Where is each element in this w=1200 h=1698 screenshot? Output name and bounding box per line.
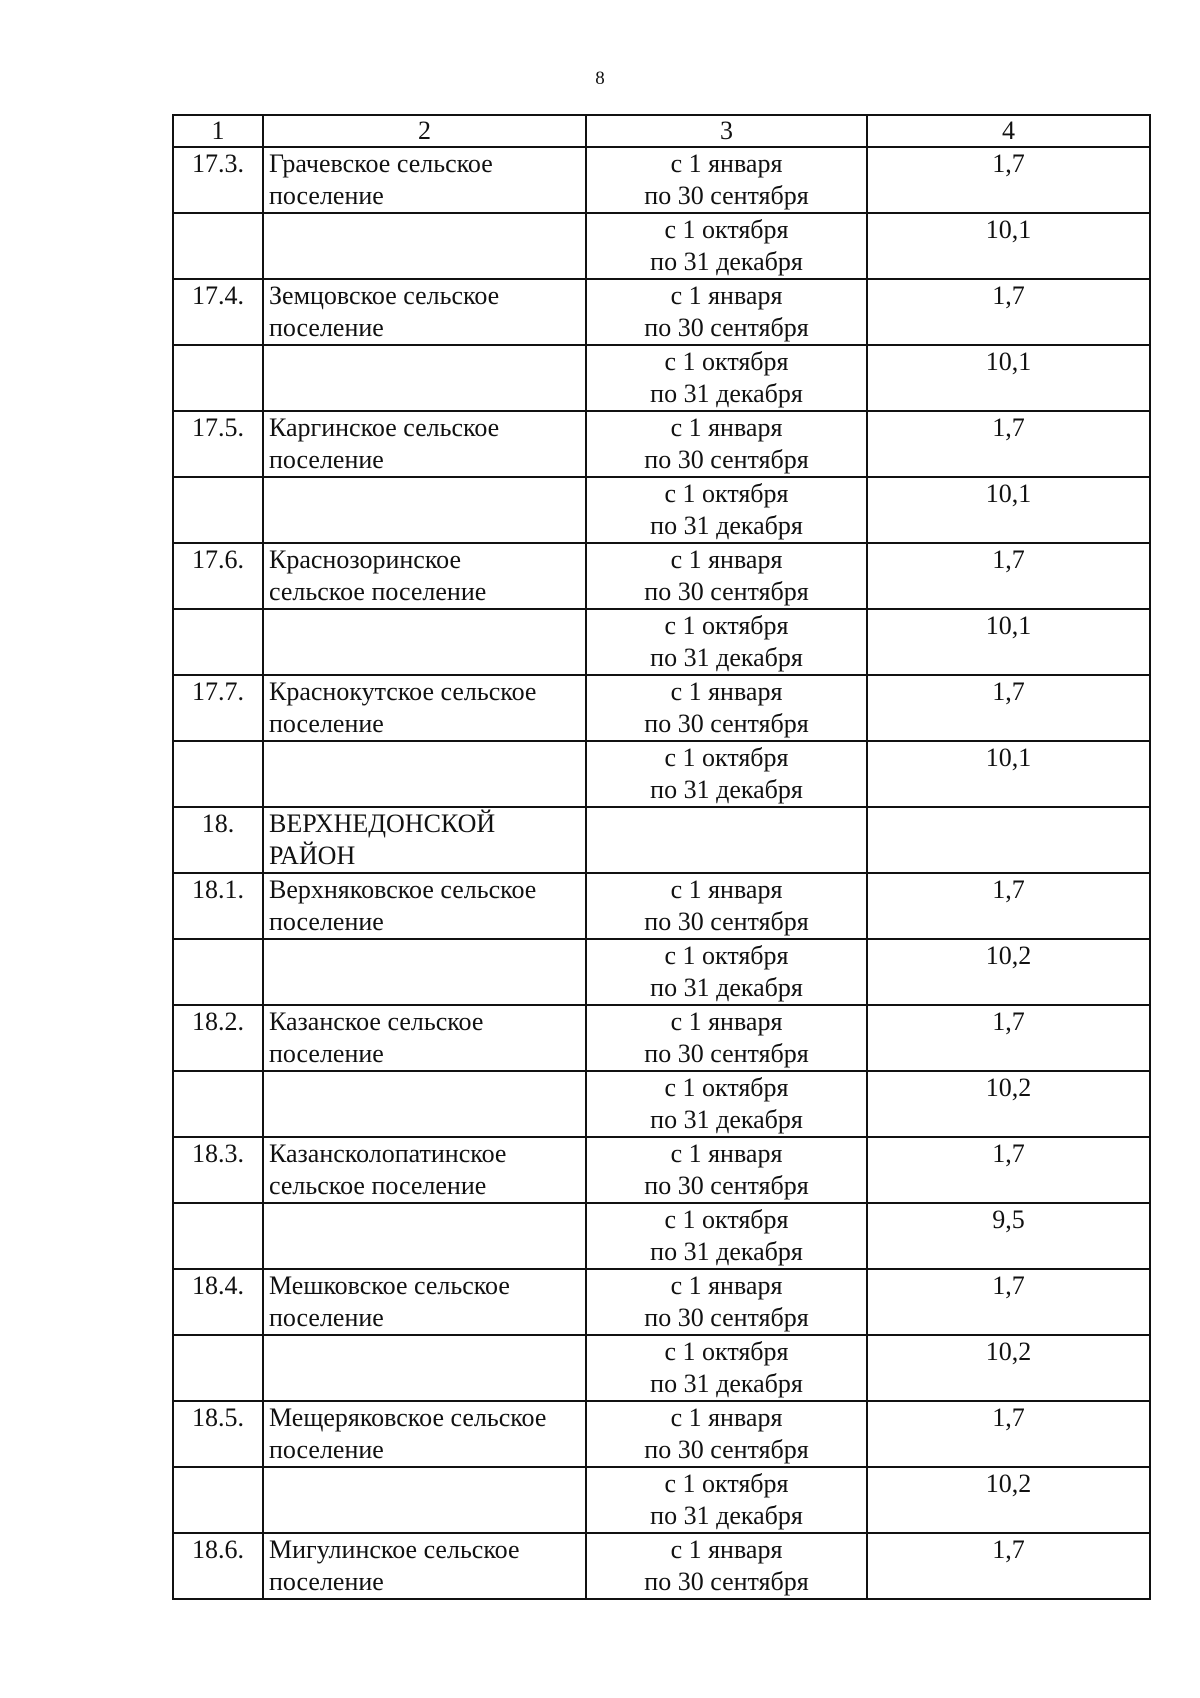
- settlement-name-line: Грачевское сельское: [269, 149, 493, 178]
- table-row: [173, 873, 1150, 939]
- period-start: с 1 января: [670, 1139, 783, 1168]
- settlement-name-line: Казансколопатинское: [269, 1139, 507, 1168]
- period: [586, 279, 867, 345]
- settlement-name: [263, 213, 586, 279]
- period-end: по 31 декабря: [650, 973, 803, 1002]
- row-number: [173, 345, 263, 411]
- period-end: по 30 сентября: [644, 1303, 809, 1332]
- period: [586, 147, 867, 213]
- rate-value: 10,1: [867, 609, 1150, 675]
- period: [586, 1467, 867, 1533]
- table-row: [173, 543, 1150, 609]
- header-col-4: 4: [867, 115, 1150, 147]
- period-start: с 1 октября: [664, 1469, 789, 1498]
- period: [586, 1269, 867, 1335]
- settlement-name: [263, 477, 586, 543]
- table-row: [173, 1137, 1150, 1203]
- period-end: по 30 сентября: [644, 1039, 809, 1068]
- row-number: 18.1.: [173, 873, 263, 939]
- period: [586, 1533, 867, 1599]
- rate-value: 1,7: [867, 1533, 1150, 1599]
- period: [586, 1071, 867, 1137]
- rate-value: 1,7: [867, 279, 1150, 345]
- period-end: по 30 сентября: [644, 181, 809, 210]
- table-header: [173, 115, 1150, 147]
- header-col-2: 2: [263, 115, 586, 147]
- header-col-3: 3: [586, 115, 867, 147]
- settlement-name-line: Каргинское сельское: [269, 413, 500, 442]
- row-number: [173, 741, 263, 807]
- period-end: по 31 декабря: [650, 1105, 803, 1134]
- settlement-name-line: Мигулинское сельское: [269, 1535, 520, 1564]
- rate-value: 10,1: [867, 477, 1150, 543]
- row-number: [173, 939, 263, 1005]
- period-start: с 1 января: [670, 875, 783, 904]
- table-row: [173, 609, 1150, 675]
- table-row: [173, 477, 1150, 543]
- rate-value: 10,2: [867, 1467, 1150, 1533]
- settlement-name-line: поселение: [269, 1435, 384, 1464]
- settlement-name-line: поселение: [269, 313, 384, 342]
- row-number: 18.3.: [173, 1137, 263, 1203]
- header-row: [173, 115, 1150, 147]
- rate-value: 10,1: [867, 345, 1150, 411]
- period-end: по 31 декабря: [650, 643, 803, 672]
- settlement-name: [263, 1005, 586, 1071]
- period-start: с 1 октября: [664, 479, 789, 508]
- period-start: с 1 января: [670, 1535, 783, 1564]
- rate-value: 10,2: [867, 1071, 1150, 1137]
- table-row: [173, 1533, 1150, 1599]
- settlement-name-line: поселение: [269, 1567, 384, 1596]
- settlement-name: [263, 1533, 586, 1599]
- row-number: 17.4.: [173, 279, 263, 345]
- table-row: [173, 147, 1150, 213]
- period-start: с 1 января: [670, 1403, 783, 1432]
- period-end: по 31 декабря: [650, 1237, 803, 1266]
- settlement-name: [263, 147, 586, 213]
- table-row: [173, 1071, 1150, 1137]
- period-start: с 1 января: [670, 1271, 783, 1300]
- row-number: 17.5.: [173, 411, 263, 477]
- period-start: с 1 января: [670, 1007, 783, 1036]
- table-row: [173, 279, 1150, 345]
- period-end: по 31 декабря: [650, 1369, 803, 1398]
- settlement-name-line: сельское поселение: [269, 577, 487, 606]
- settlement-name-line: Краснозоринское: [269, 545, 461, 574]
- period-end: по 31 декабря: [650, 511, 803, 540]
- period: [586, 213, 867, 279]
- period: [586, 411, 867, 477]
- period-end: по 31 декабря: [650, 1501, 803, 1530]
- period-start: с 1 января: [670, 149, 783, 178]
- row-number: [173, 1335, 263, 1401]
- period-end: по 31 декабря: [650, 379, 803, 408]
- period-end: по 30 сентября: [644, 445, 809, 474]
- period: [586, 1335, 867, 1401]
- tariff-table: [172, 114, 1151, 1600]
- settlement-name-line: Краснокутское сельское: [269, 677, 537, 706]
- period: [586, 1203, 867, 1269]
- settlement-name: [263, 939, 586, 1005]
- table-row: [173, 939, 1150, 1005]
- rate-value: 10,2: [867, 1335, 1150, 1401]
- table-row: [173, 741, 1150, 807]
- table-row: [173, 675, 1150, 741]
- row-number: [173, 1467, 263, 1533]
- settlement-name-line: РАЙОН: [269, 841, 356, 870]
- rate-value: 10,2: [867, 939, 1150, 1005]
- period-start: с 1 октября: [664, 1073, 789, 1102]
- settlement-name: [263, 609, 586, 675]
- settlement-name: [263, 1137, 586, 1203]
- period: [586, 1401, 867, 1467]
- row-number: 18.5.: [173, 1401, 263, 1467]
- rate-value: 1,7: [867, 1401, 1150, 1467]
- row-number: 17.6.: [173, 543, 263, 609]
- settlement-name: [263, 807, 586, 873]
- settlement-name-line: поселение: [269, 907, 384, 936]
- table-row: [173, 1467, 1150, 1533]
- period-end: по 30 сентября: [644, 907, 809, 936]
- period-start: с 1 января: [670, 413, 783, 442]
- settlement-name: [263, 345, 586, 411]
- period: [586, 477, 867, 543]
- rate-value: 10,1: [867, 741, 1150, 807]
- table-row: [173, 345, 1150, 411]
- settlement-name: [263, 741, 586, 807]
- period: [586, 1137, 867, 1203]
- row-number: [173, 1071, 263, 1137]
- table-row: [173, 213, 1150, 279]
- period-end: по 30 сентября: [644, 577, 809, 606]
- settlement-name: [263, 279, 586, 345]
- period: [586, 345, 867, 411]
- period: [586, 609, 867, 675]
- table-body: [173, 147, 1150, 1599]
- rate-value: 1,7: [867, 543, 1150, 609]
- period-end: по 30 сентября: [644, 1171, 809, 1200]
- period-end: по 30 сентября: [644, 1435, 809, 1464]
- row-number: [173, 1203, 263, 1269]
- period: [586, 741, 867, 807]
- settlement-name: [263, 1467, 586, 1533]
- settlement-name: [263, 1269, 586, 1335]
- period-end: по 30 сентября: [644, 1567, 809, 1596]
- settlement-name-line: Мешковское сельское: [269, 1271, 510, 1300]
- period-start: с 1 января: [670, 545, 783, 574]
- rate-value: 1,7: [867, 411, 1150, 477]
- rate-value: 1,7: [867, 147, 1150, 213]
- period: [586, 675, 867, 741]
- table-row: [173, 411, 1150, 477]
- rate-value: 10,1: [867, 213, 1150, 279]
- settlement-name-line: поселение: [269, 1303, 384, 1332]
- period-start: с 1 октября: [664, 611, 789, 640]
- settlement-name-line: Земцовское сельское: [269, 281, 500, 310]
- period: [586, 939, 867, 1005]
- period-end: по 30 сентября: [644, 709, 809, 738]
- settlement-name-line: Казанское сельское: [269, 1007, 484, 1036]
- table-row: [173, 1005, 1150, 1071]
- row-number: [173, 609, 263, 675]
- row-number: 17.7.: [173, 675, 263, 741]
- period-start: с 1 октября: [664, 347, 789, 376]
- row-number: 18.6.: [173, 1533, 263, 1599]
- settlement-name: [263, 543, 586, 609]
- settlement-name: [263, 1203, 586, 1269]
- period: [586, 543, 867, 609]
- settlement-name-line: сельское поселение: [269, 1171, 487, 1200]
- rate-value: 1,7: [867, 1269, 1150, 1335]
- rate-value: [867, 807, 1150, 873]
- table-row: [173, 1203, 1150, 1269]
- page-number: 8: [595, 68, 605, 89]
- period: [586, 807, 867, 873]
- settlement-name: [263, 1071, 586, 1137]
- settlement-name-line: поселение: [269, 1039, 384, 1068]
- rate-value: 1,7: [867, 1005, 1150, 1071]
- period-start: с 1 октября: [664, 1337, 789, 1366]
- period-end: по 31 декабря: [650, 775, 803, 804]
- header-col-1: 1: [173, 115, 263, 147]
- settlement-name-line: ВЕРХНЕДОНСКОЙ: [269, 809, 496, 838]
- period-start: с 1 октября: [664, 215, 789, 244]
- table-row: [173, 1269, 1150, 1335]
- period-start: с 1 января: [670, 677, 783, 706]
- settlement-name: [263, 675, 586, 741]
- table-row: [173, 807, 1150, 873]
- period-start: с 1 октября: [664, 1205, 789, 1234]
- settlement-name: [263, 873, 586, 939]
- settlement-name: [263, 1401, 586, 1467]
- settlement-name-line: поселение: [269, 181, 384, 210]
- rate-value: 1,7: [867, 873, 1150, 939]
- period-start: с 1 января: [670, 281, 783, 310]
- table-row: [173, 1335, 1150, 1401]
- row-number: 18.2.: [173, 1005, 263, 1071]
- settlement-name-line: поселение: [269, 445, 384, 474]
- period-end: по 31 декабря: [650, 247, 803, 276]
- period: [586, 873, 867, 939]
- settlement-name-line: поселение: [269, 709, 384, 738]
- row-number: 18.: [173, 807, 263, 873]
- settlement-name-line: Мещеряковское сельское: [269, 1403, 547, 1432]
- period: [586, 1005, 867, 1071]
- period-end: по 30 сентября: [644, 313, 809, 342]
- row-number: [173, 213, 263, 279]
- row-number: 18.4.: [173, 1269, 263, 1335]
- rate-value: 1,7: [867, 1137, 1150, 1203]
- settlement-name: [263, 411, 586, 477]
- row-number: 17.3.: [173, 147, 263, 213]
- table-row: [173, 1401, 1150, 1467]
- rate-value: 1,7: [867, 675, 1150, 741]
- settlement-name-line: Верхняковское сельское: [269, 875, 537, 904]
- period-start: с 1 октября: [664, 941, 789, 970]
- rate-value: 9,5: [867, 1203, 1150, 1269]
- row-number: [173, 477, 263, 543]
- settlement-name: [263, 1335, 586, 1401]
- period-start: с 1 октября: [664, 743, 789, 772]
